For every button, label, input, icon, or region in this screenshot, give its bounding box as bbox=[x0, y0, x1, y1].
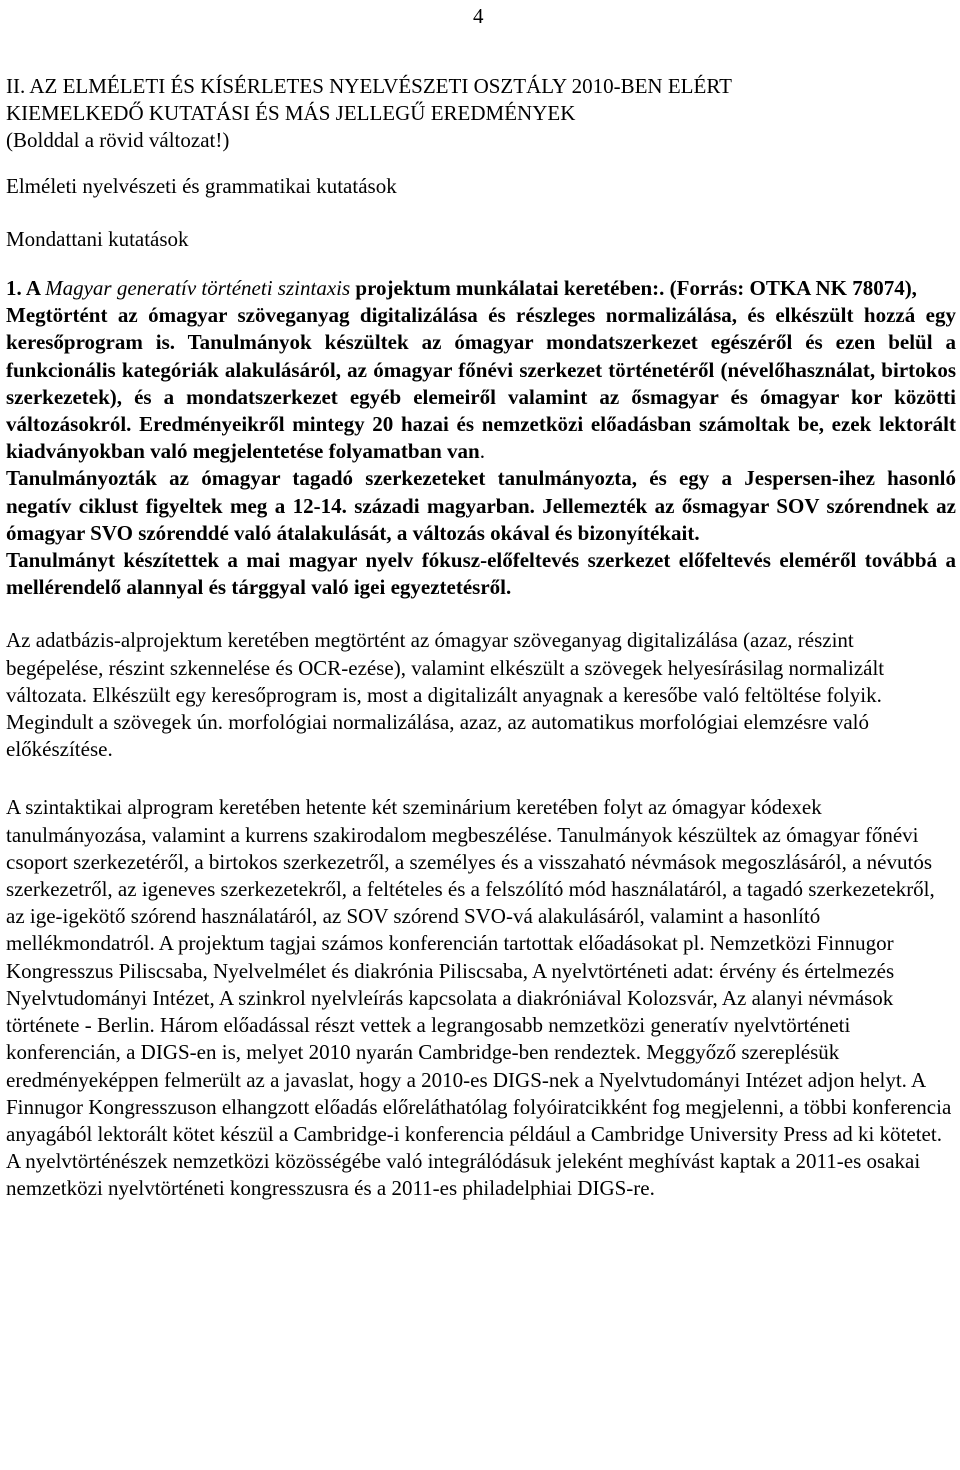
page-number: 4 bbox=[473, 4, 484, 28]
item-1-negation: Tanulmányozták az ómagyar tagadó szerkezeteket tanulmányozta, és egy a Jespersen-ihez hasonló negatív ciklust figyeltek meg a 12-14. századi magyarban. Jellemezték az ősmagyar SOV szórendnek az ómagyar SVO szórenddé való átalakulását, a változás okával és bizonyítékait. bbox=[6, 466, 956, 545]
item-1-number: 1. A bbox=[6, 276, 46, 301]
document-body bbox=[6, 73, 956, 1203]
item-1-intro: projektum munkálatai keretében:. (Forrás: OTKA NK 78074), bbox=[350, 276, 917, 301]
section-title-line-3: (Bolddal a rövid változat!) bbox=[6, 128, 230, 153]
project-name: Magyar generatív történeti szintaxis bbox=[45, 276, 351, 301]
paragraph-syntax: A szintaktikai alprogram keretében hetente két szeminárium keretében folyt az ómagyar kódexek tanulmányozása, valamint a kurrens szakirodalom megbeszélése. Tanulmányok készültek az ómagyar főnévi csoport szerkezetéről, a birtokos szerkezetről, a személyes és a visszaható névmások megoszlásáról, a névutós szerkezetről, az igeneves szerkezetekről, a feltételes és a felszólító mód használatáról, a tagadó szerkezetekről, az ige-igekötő szórend használatáról, az SOV szórend SVO-vá alakulásáról, valamint a hasonlító mellékmondatról. A projektum tagjai számos konferencián tartottak előadásokat pl. Nemzetközi Finnugor Kongresszus Piliscsaba, Nyelvelmélet és diakrónia Piliscsaba, A nyelvtörténeti adat: érvény és értelmezés Nyelvtudományi Intézet, A szinkrol nyelvleírás kapcsolata a diakróniával Kolozsvár, Az alanyi névmások története - Berlin. Három előadással részt vettek a legrangosabb nemzetközi generatív nyelvtörténeti konferencián, a DIGS-en is, melyet 2010 nyarán Cambridge-ben rendeztek. Meggyőző szereplésük eredményeképpen felmerült az a javaslat, hogy a 2010-es DIGS-nek a Nyelvtudományi Intézet adjon helyt. A Finnugor Kongresszuson elhangzott előadás előreláthatólag folyóiratcikként fog megjelenni, a többi konferencia anyagából lektorált kötet készül a Cambridge-i konferencia például a Cambridge University Press ad ki kötetet. A nyelvtörténészek nemzetközi közösségébe való integrálódásuk jeleként meghívást kaptak a 2011-es osakai nemzetközi nyelvtörténeti kongresszusra és a 2011-es philadelphiai DIGS-re. bbox=[6, 795, 952, 1201]
section-title-line-1: II. AZ ELMÉLETI ÉS KÍSÉRLETES NYELVÉSZETI OSZTÁLY 2010-BEN ELÉRT bbox=[6, 74, 732, 98]
item-1-period: . bbox=[479, 439, 485, 464]
item-1-digitalization: Megtörtént az ómagyar szöveganyag digitalizálása és részleges normalizálása, és elkészült hozzá egy keresőprogram is. bbox=[6, 303, 956, 355]
item-1-paragraph bbox=[6, 275, 956, 601]
item-1-studies: Tanulmányok készültek az ómagyar mondatszerkezet egészéről és ezen belül a funkcionális kategóriák alakulásáról, az ómagyar főnévi szerkezet történetéről (névelőhasználat, birtokos szerkezetek), és a mondatszerkezet egyéb elemeiről valamint az ősmagyar és ómagyar kor közötti változásokról. Eredményeikről mintegy 20 hazai és nemzetközi előadásban számoltak be, ezek lektorált kiadványokban való megjelentetése folyamatban van bbox=[6, 330, 956, 464]
paragraph-database: Az adatbázis-alprojektum keretében megtörtént az ómagyar szöveganyag digitalizálása (azaz, részint begépelése, részint szkennelése és OCR-ezése), valamint elkészült a szövegek helyesírásilag normalizált változata. Elkészült egy keresőprogram is, most a digitalizált anyagnak a keresőbe való feltöltése folyik. Megindult a szövegek ún. morfológiai normalizálása, azaz, az automatikus morfológiai elemzésre való előkészítése. bbox=[6, 628, 885, 762]
section-title bbox=[6, 73, 956, 155]
heading-theoretical-research: Elméleti nyelvészeti és grammatikai kutatások bbox=[6, 173, 397, 198]
item-1-focus: Tanulmányt készítettek a mai magyar nyelv fókusz-előfeltevés szerkezet előfeltevés eleméről továbbá a mellérendelő alannyal és tárggyal való igei egyeztetésről. bbox=[6, 548, 956, 600]
heading-syntax-research: Mondattani kutatások bbox=[6, 226, 189, 251]
section-title-line-2: KIEMELKEDŐ KUTATÁSI ÉS MÁS JELLEGŰ EREDMÉNYEK bbox=[6, 101, 576, 126]
